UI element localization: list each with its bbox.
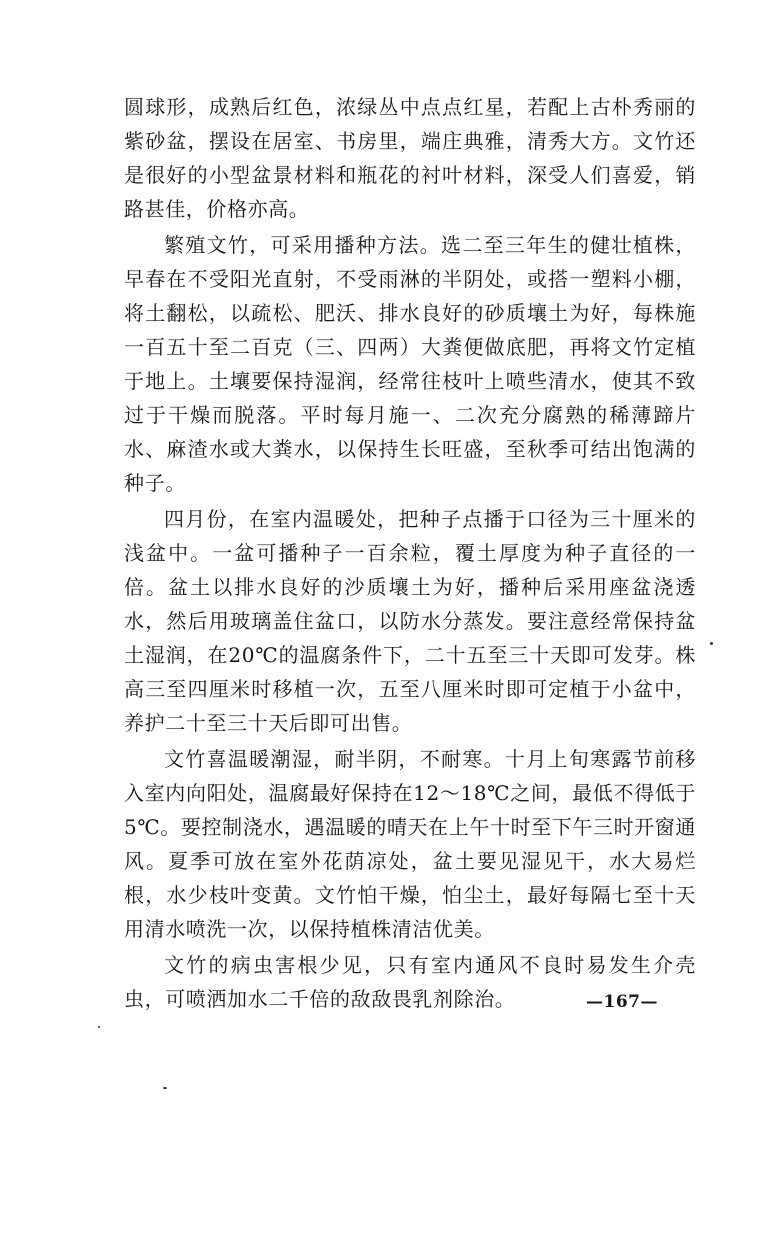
paragraph-5: 文竹的病虫害根少见，只有室内通风不良时易发生介壳虫，可喷洒加水二千倍的敌敌畏乳剂除治。	[124, 953, 696, 1011]
scan-speck	[710, 642, 713, 645]
paragraph-4: 文竹喜温暖潮湿，耐半阴，不耐寒。十月上旬寒露节前移入室内向阳处，温腐最好保持在12～18℃之间，最低不得低于5℃。要控制浇水，遇温暖的晴天在上午十时至下午三时开窗通风。夏季可放在室外花荫凉处，盆土要见湿见干，水大易烂根，水少枝叶变黄。文竹怕干燥，怕尘土，最好每隔七至十天用清水喷洗一次，以保持植株清洁优美。	[124, 747, 696, 941]
scan-speck	[98, 1026, 100, 1028]
body-text	[124, 90, 696, 1016]
page-number: —167—	[586, 992, 658, 1012]
scan-speck	[163, 1087, 167, 1089]
paragraph-1: 圆球形，成熟后红色，浓绿丛中点点红星，若配上古朴秀丽的紫砂盆，摆设在居室、书房里，端庄典雅，清秀大方。文竹还是很好的小型盆景材料和瓶花的衬叶材料，深受人们喜爱，销路甚佳，价格亦高。	[124, 95, 696, 221]
paragraph-3: 四月份，在室内温暖处，把种子点播于口径为三十厘米的浅盆中。一盆可播种子一百余粒，覆土厚度为种子直径的一倍。盆土以排水良好的沙质壤土为好，播种后采用座盆浇透水，然后用玻璃盖住盆口，以防水分蒸发。要注意经常保持盆土湿润，在20℃的温腐条件下，二十五至三十天即可发芽。株高三至四厘米时移植一次，五至八厘米时即可定植于小盆中，养护二十至三十天后即可出售。	[124, 507, 696, 735]
paragraph-2: 繁殖文竹，可采用播种方法。选二至三年生的健壮植株，早春在不受阳光直射，不受雨淋的半阴处，或搭一塑料小棚，将土翻松，以疏松、肥沃、排水良好的砂质壤土为好，每株施一百五十至二百克（三、四两）大粪便做底肥，再将文竹定植于地上。土壤要保持湿润，经常往枝叶上喷些清水，使其不致过于干燥而脱落。平时每月施一、二次充分腐熟的稀薄蹄片水、麻渣水或大粪水，以保持生长旺盛，至秋季可结出饱满的种子。	[124, 233, 696, 495]
